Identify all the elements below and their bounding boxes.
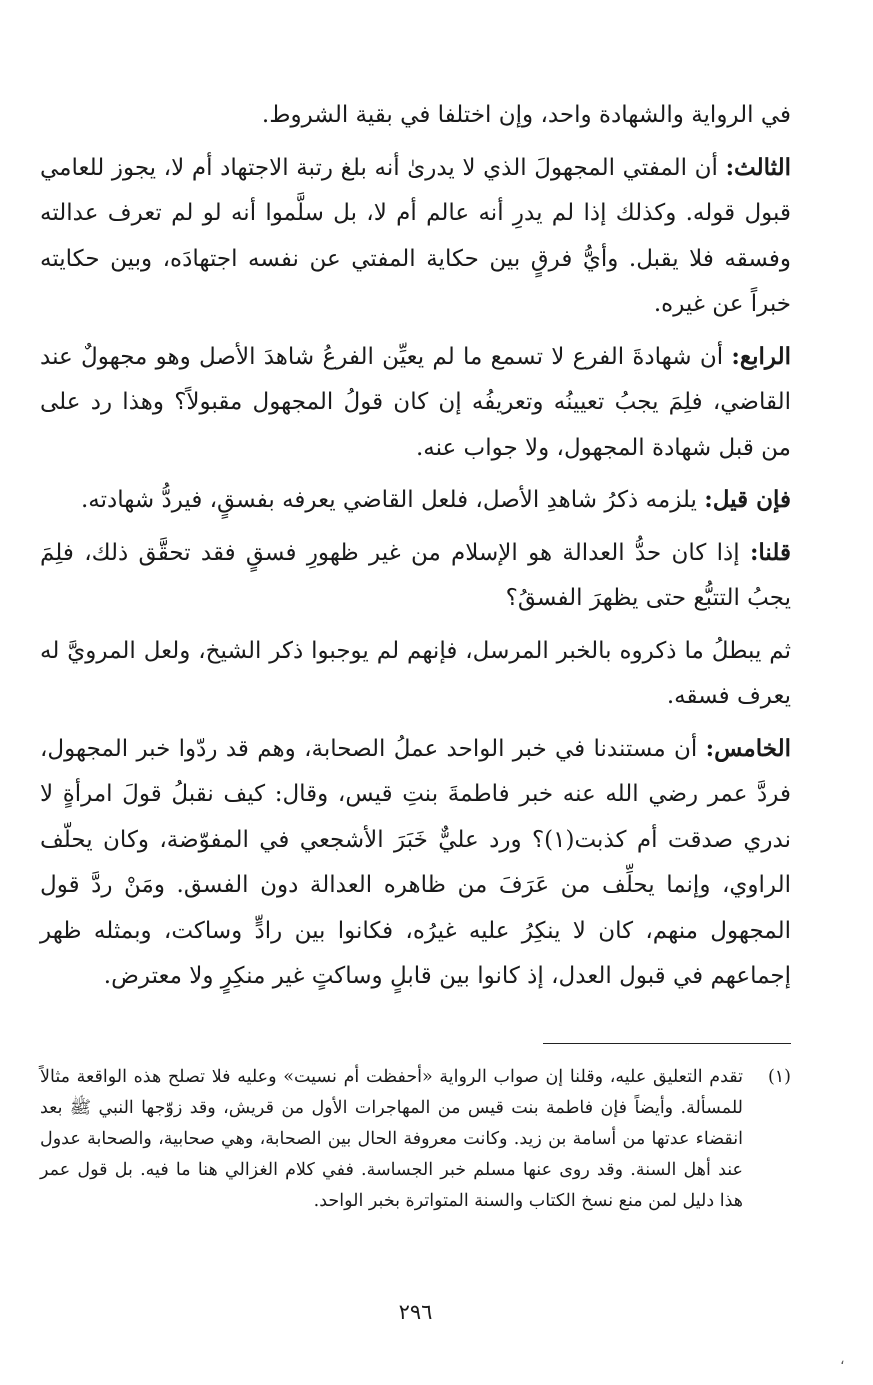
corner-mark: ، [840,1352,845,1368]
paragraph-continuation [40,92,791,139]
paragraph-mursal [40,628,791,720]
paragraph-reply [40,530,791,622]
paragraph-third [40,145,791,328]
page-number: ٢٩٦ [398,1300,433,1324]
footnote-number: (١) [767,1067,791,1087]
paragraph-text: في الرواية والشهادة واحد، وإن اختلفا في بقية الشروط. [261,102,791,128]
footnote-separator [543,1043,791,1044]
paragraph-fifth [40,726,791,1000]
paragraph-text: أن شهادةَ الفرع لا تسمع ما لم يعيِّن الفرعُ شاهدَ الأصل وهو مجهولٌ عند القاضي، فلِمَ يجبُ تعيينُه وتعريفُه إن كان قولُ المجهول مقبولاً؟ وهذا رد على من قبل شهادة المجهول، ولا جواب عنه. [40,343,791,461]
footnote-block [40,1062,791,1217]
paragraph-text: أن مستندنا في خبر الواحد عملُ الصحابة، وهم قد ردّوا خبر المجهول، فردَّ عمر رضي الله عنه خبر فاطمةَ بنتِ قيس، وقال: كيف نقبلُ قولَ امرأةٍ لا ندري صدقت أم كذبت(١)؟ ورد عليٌّ خَبَرَ الأشجعي في المفوّضة، وكان يحلّف الراوي، وإنما يحلِّف من عَرَفَ من ظاهره العدالة دون الفسق. ومَنْ ردَّ قول المجهول منهم، كان لا ينكِرُ عليه غيرُه، فكانوا بين رادٍّ وساكت، وبمثله ظهر إجماعهم في قبول العدل، إذ كانوا بين قابلٍ وساكتٍ غير منكِرٍ ولا معترض. [40,735,791,989]
paragraph-fourth [40,334,791,472]
paragraph-lead: الثالث: [725,153,791,181]
main-text [40,92,791,1006]
paragraph-text: يلزمه ذكرُ شاهدِ الأصل، فلعل القاضي يعرفه بفسقٍ، فيردُّ شهادته. [80,487,705,513]
paragraph-text: ثم يبطلُ ما ذكروه بالخبر المرسل، فإنهم لم يوجبوا ذكر الشيخ، ولعل المرويَّ له يعرف فسقه. [40,637,791,709]
paragraph-lead: الرابع: [731,342,791,370]
paragraph-text: إذا كان حدُّ العدالة هو الإسلام من غير ظهورِ فسقٍ فقد تحقَّق ذلك، فلِمَ يجبُ التتبُّع حتى يظهرَ الفسقُ؟ [40,539,791,611]
paragraph-text: أن المفتي المجهولَ الذي لا يدرىٰ أنه بلغ رتبة الاجتهاد أم لا، يجوز للعامي قبول قوله. وكذلك إذا لم يدرِ أنه عالم أم لا، بل سلَّموا أنه لو لم تعرف عدالته وفسقه فلا يقبل. وأيُّ فرقٍ بين حكاية المفتي عن نفسه اجتهادَه، وبين حكايته خبراً عن غيره. [40,154,791,317]
paragraph-lead: فإن قيل: [704,486,791,513]
paragraph-objection [40,477,791,524]
paragraph-lead: قلنا: [749,538,791,566]
paragraph-lead: الخامس: [705,734,791,762]
footnote-text: تقدم التعليق عليه، وقلنا إن صواب الرواية «أحفظت أم نسيت» وعليه فلا تصلح هذه الواقعة مثالاً للمسألة. وأيضاً فإن فاطمة بنت قيس من المهاجرات الأول من قريش، وقد زوّجها النبي ﷺ بعد انقضاء عدتها من أسامة بن زيد. وكانت معروفة الحال بين الصحابة، وهي صحابية، والصحابة عدول عند أهل السنة. وقد روى عنها مسلم خبر الجساسة. ففي كلام الغزالي هنا ما فيه. بل قول عمر هذا دليل لمن منع نسخ الكتاب والسنة المتواترة بخبر الواحد. [40,1067,743,1211]
